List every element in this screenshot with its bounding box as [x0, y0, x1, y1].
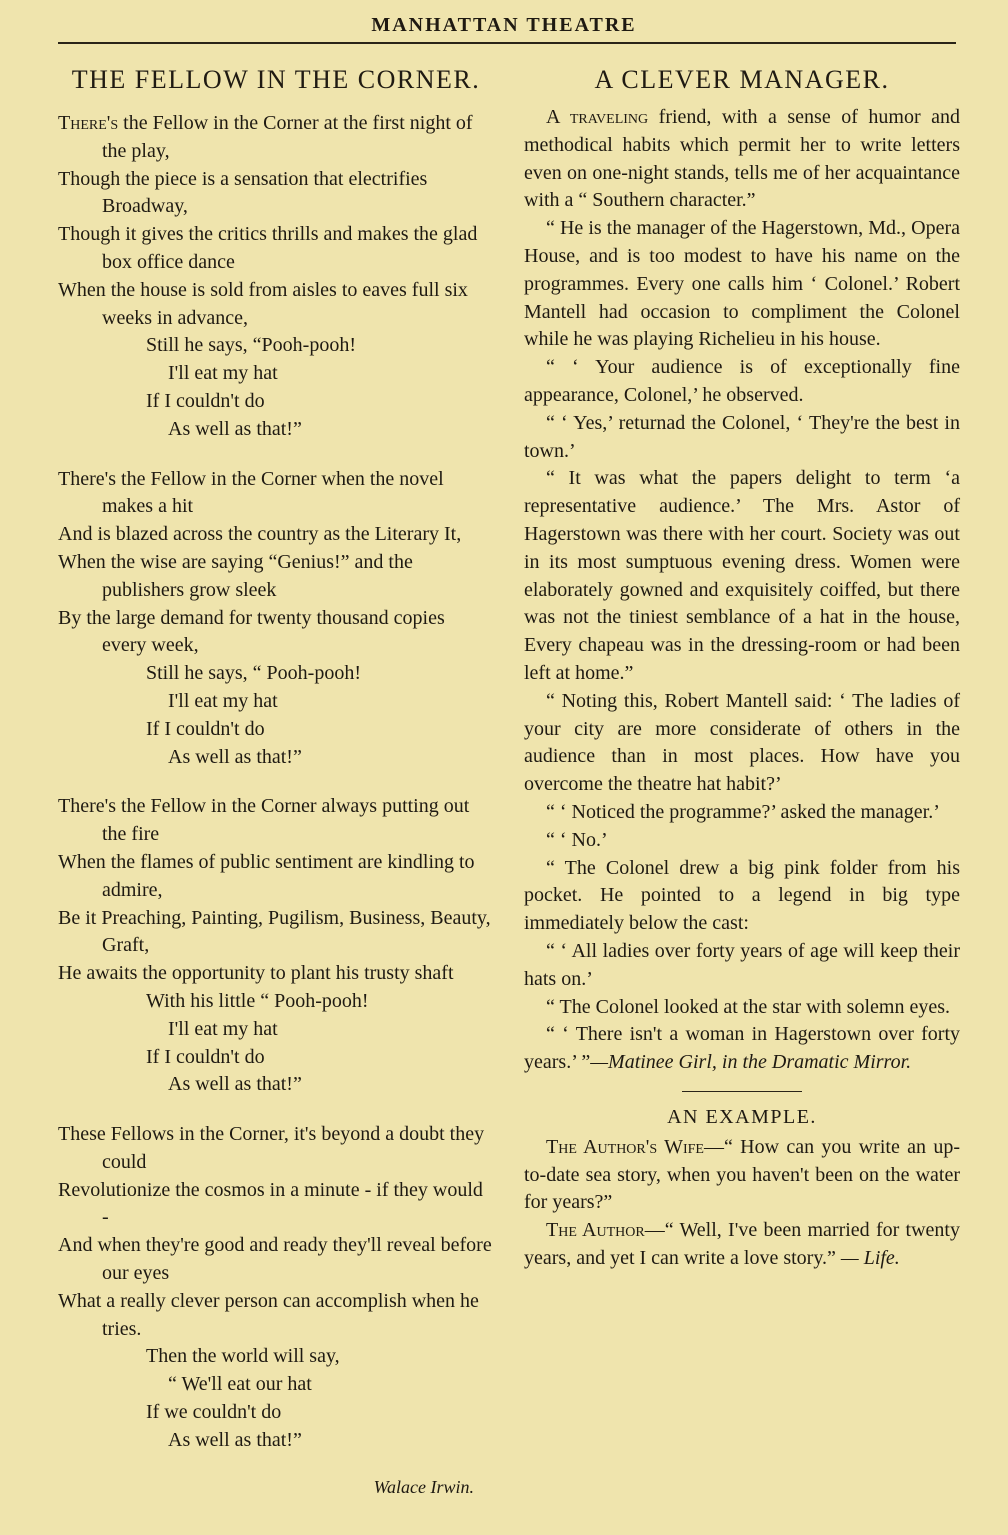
- article-paragraph-text: “ The Colonel drew a big pink folder from his pocket. He pointed to a legend in big type immediately below the cast:: [524, 856, 960, 935]
- article-paragraph: [524, 855, 960, 938]
- article-paragraph-text: “ ‘ There isn't a woman in Hagerstown over forty years.’ ”: [524, 1023, 960, 1074]
- poem-line: [58, 905, 494, 961]
- anecdote-paragraph-lead: The Author's Wife: [546, 1135, 704, 1158]
- poem-refrain-line: I'll eat my hat: [168, 362, 278, 385]
- anecdote-paragraph-lead: The Author: [546, 1219, 645, 1242]
- anecdote-attribution: — Life.: [835, 1247, 900, 1270]
- article-paragraph-text: “ The Colonel looked at the star with solemn eyes.: [546, 995, 950, 1018]
- article-paragraph-text: “ ‘ Yes,’ returnad the Colonel, ‘ They're the best in town.’: [524, 411, 960, 462]
- article-paragraph-text: friend, with a sense of humor and methodical habits which permit her to write letters even on one-night stands, tells me of her acquaintance with a “ Southern character.”: [524, 106, 960, 212]
- article-paragraph-text: “ ‘ All ladies over forty years of age will keep their hats on.’: [524, 939, 960, 990]
- article-column: [524, 60, 960, 1273]
- article-paragraph: [524, 799, 960, 827]
- poem-line: [58, 1177, 494, 1233]
- article-paragraph-lead: A traveling: [546, 106, 649, 128]
- poem-line-text: By the large demand for twenty thousand copies every week,: [58, 606, 445, 657]
- poem-stanza: [58, 466, 494, 772]
- poem-column: [58, 60, 494, 1498]
- anecdote-paragraph: [524, 1217, 960, 1273]
- poem-line-lead: There's: [58, 112, 119, 134]
- article-paragraph: [524, 465, 960, 687]
- article-paragraph: [524, 1021, 960, 1077]
- article-paragraph-text: “ ‘ Noticed the programme?’ asked the manager.’: [546, 800, 940, 823]
- poem-title: THE FELLOW IN THE CORNER.: [71, 65, 481, 94]
- poem-line-text: Revolutionize the cosmos in a minute - if they would -: [58, 1178, 483, 1229]
- poem-refrain-line: As well as that!”: [168, 1428, 302, 1451]
- article-paragraph: [524, 215, 960, 354]
- article-paragraph-text: “ It was what the papers delight to term ‘a representative audience.’ The Mrs. Astor of Hagerstown was there with her court. Society was out in its most sumptuous evening dress. Women were elaborately gowned and exquisitely coiffed, but there was not the tiniest semblance of a hat in the house, Every chapeau was in the dressing-room or had been left at home.”: [524, 467, 960, 684]
- poem-refrain-line: As well as that!”: [168, 1073, 302, 1096]
- poem-line: [58, 221, 494, 277]
- article-paragraph: [524, 938, 960, 994]
- poem-line: [58, 110, 494, 166]
- poem-line: [58, 521, 494, 549]
- poem-line: [58, 960, 494, 988]
- poem-refrain-line: If I couldn't do: [146, 717, 265, 740]
- poem-refrain-line: As well as that!”: [168, 745, 302, 768]
- poem-line: [58, 466, 494, 522]
- poem-line: [58, 277, 494, 333]
- poem-line: [58, 793, 494, 849]
- article-paragraph: [524, 827, 960, 855]
- poem-refrain-line: If I couldn't do: [146, 1045, 265, 1068]
- article-paragraph: [524, 104, 960, 215]
- poem-line-text: Though the piece is a sensation that electrifies Broadway,: [58, 167, 428, 218]
- poem-line: [58, 166, 494, 222]
- poem-line: [58, 1232, 494, 1288]
- poem-line: [58, 1121, 494, 1177]
- anecdote-paragraph-text: —“ How can you write an up-to-date sea story, when you haven't been on the water for years?”: [524, 1135, 960, 1214]
- poem-line-text: Be it Preaching, Painting, Pugilism, Business, Beauty, Graft,: [58, 906, 491, 957]
- poem-refrain-line: “ We'll eat our hat: [168, 1373, 312, 1396]
- header-rule: [58, 42, 956, 44]
- poem-refrain-line: Then the world will say,: [146, 1345, 340, 1368]
- poem-line-text: What a really clever person can accomplish when he tries.: [58, 1289, 479, 1340]
- poem-line-text: And when they're good and ready they'll reveal before our eyes: [58, 1234, 492, 1285]
- poem-refrain-line: Still he says, “ Pooh-pooh!: [146, 662, 361, 685]
- article-attribution: —Matinee Girl, in the Dramatic Mirror.: [590, 1051, 912, 1074]
- poem-author: Walace Irwin.: [373, 1476, 474, 1497]
- poem-refrain-line: If we couldn't do: [146, 1401, 282, 1424]
- article-body: [524, 104, 960, 1077]
- anecdote-paragraph-text: —“ Well, I've been married for twenty years, and yet I can write a love story.”: [524, 1219, 960, 1270]
- article-paragraph: [524, 410, 960, 466]
- article-paragraph: [524, 994, 960, 1022]
- poem-line: [58, 1288, 494, 1344]
- article-title: A CLEVER MANAGER.: [594, 65, 890, 94]
- section-divider: [682, 1091, 802, 1092]
- article-paragraph-text: “ Noting this, Robert Mantell said: ‘ The ladies of your city are more considerate of others in the audience than in most places. How have you overcome the theatre hat habit?’: [524, 689, 960, 796]
- poem-line-text: the Fellow in the Corner at the first night of the play,: [102, 112, 473, 162]
- poem-refrain-line: I'll eat my hat: [168, 1017, 278, 1040]
- poem-line-text: There's the Fellow in the Corner when the novel makes a hit: [58, 467, 444, 518]
- poem-refrain-line: Still he says, “Pooh-pooh!: [146, 334, 356, 357]
- poem-line-text: Though it gives the critics thrills and makes the glad box office dance: [58, 223, 478, 273]
- article-paragraph-text: “ ‘ Your audience is of exceptionally fine appearance, Colonel,’ he observed.: [524, 356, 960, 406]
- poem-stanzas: [58, 110, 494, 1455]
- article-paragraph-text: “ He is the manager of the Hagerstown, Md., Opera House, and is too modest to have his name on the programmes. Every one calls him ‘ Colonel.’ Robert Mantell had occasion to compliment the Colonel while he was playing Richelieu in his house.: [524, 217, 960, 351]
- poem-stanza: [58, 1121, 494, 1455]
- anecdote-title: AN EXAMPLE.: [667, 1105, 817, 1128]
- poem-line: [58, 849, 494, 905]
- poem-line-text: There's the Fellow in the Corner always putting out the fire: [58, 795, 470, 846]
- poem-refrain-line: I'll eat my hat: [168, 689, 278, 712]
- poem-refrain-line: If I couldn't do: [146, 389, 265, 412]
- article-paragraph-text: “ ‘ No.’: [546, 828, 608, 851]
- article-paragraph: [524, 688, 960, 799]
- poem-line-text: When the wise are saying “Genius!” and the publishers grow sleek: [58, 550, 413, 601]
- poem-line-text: When the house is sold from aisles to eaves full six weeks in advance,: [58, 278, 468, 329]
- poem-line: [58, 605, 494, 661]
- running-head: MANHATTAN THEATRE: [371, 14, 637, 36]
- poem-line-text: And is blazed across the country as the Literary It,: [58, 523, 462, 546]
- poem-refrain-line: As well as that!”: [168, 417, 302, 440]
- anecdote-body: [524, 1134, 960, 1273]
- poem-refrain-line: With his little “ Pooh-pooh!: [146, 989, 369, 1012]
- poem-stanza: [58, 110, 494, 444]
- poem-line-text: These Fellows in the Corner, it's beyond a doubt they could: [58, 1123, 485, 1173]
- poem-line: [58, 549, 494, 605]
- article-paragraph: [524, 354, 960, 410]
- poem-line-text: He awaits the opportunity to plant his trusty shaft: [58, 962, 454, 985]
- poem-line-text: When the flames of public sentiment are kindling to admire,: [58, 850, 475, 901]
- poem-stanza: [58, 793, 494, 1099]
- anecdote-paragraph: [524, 1134, 960, 1217]
